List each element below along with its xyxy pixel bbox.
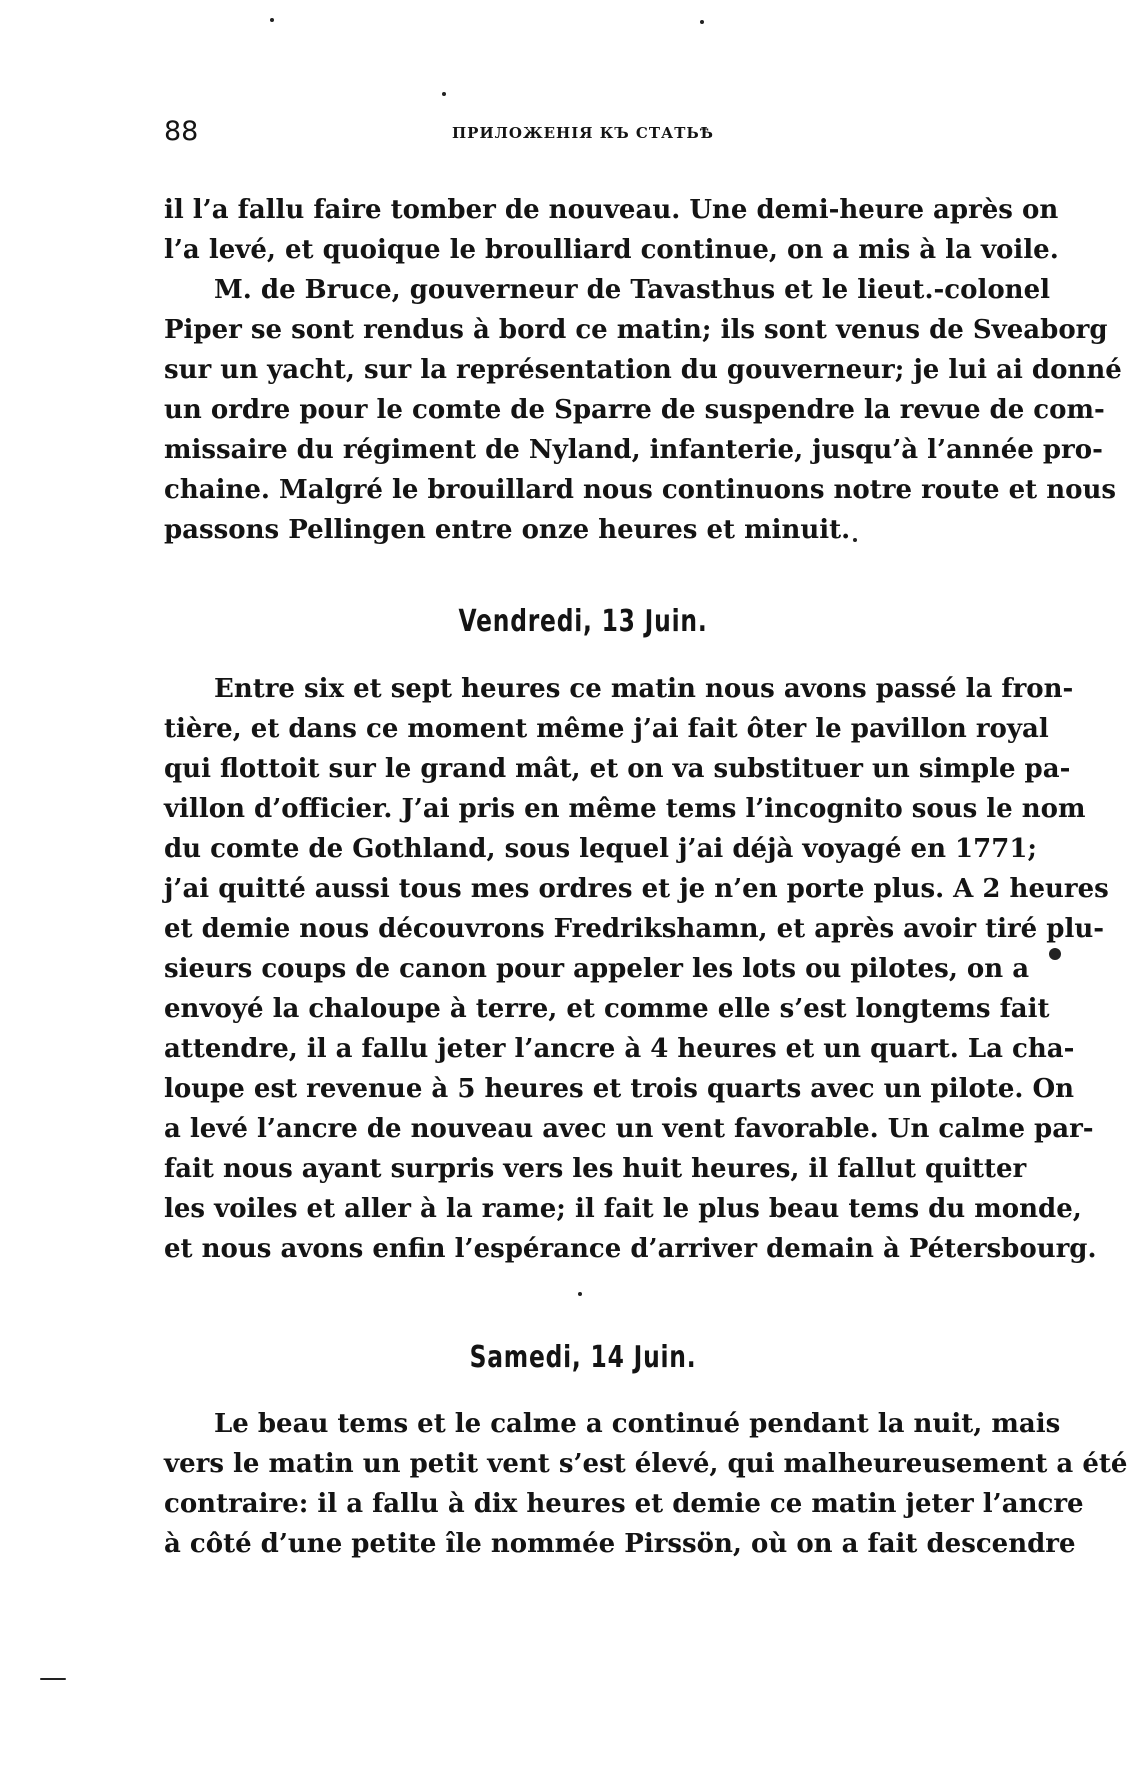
text-line: chaine. Malgré le brouillard nous continuons notre route et nous	[164, 475, 1117, 505]
ink-speck	[1049, 948, 1061, 960]
text-line: a levé l’ancre de nouveau avec un vent favorable. Un calme par-	[164, 1114, 1094, 1144]
text-line: il l’a fallu faire tomber de nouveau. Une demi-heure après on	[164, 195, 1059, 225]
text-line: M. de Bruce, gouverneur de Tavasthus et le lieut.-colonel	[214, 275, 1050, 305]
running-head: ПРИЛОЖЕНІЯ КЪ СТАТЬѢ	[452, 124, 714, 142]
page-header	[164, 116, 1002, 156]
page-number: 88	[164, 116, 199, 147]
text-line: villon d’officier. J’ai pris en même tems l’incognito sous le nom	[164, 794, 1086, 824]
paragraph-friday	[164, 669, 1109, 1269]
ink-speck	[700, 20, 704, 24]
text-line: sieurs coups de canon pour appeler les lots ou pilotes, on a	[164, 954, 1030, 984]
text-line: loupe est revenue à 5 heures et trois quarts avec un pilote. On	[164, 1074, 1075, 1104]
text-line: du comte de Gothland, sous lequel j’ai déjà voyagé en 1771;	[164, 834, 1038, 864]
text-line: les voiles et aller à la rame; il fait le plus beau tems du monde,	[164, 1194, 1082, 1224]
ink-speck	[40, 1678, 66, 1680]
text-line: vers le matin un petit vent s’est élevé, qui malheureusement a été	[164, 1449, 1128, 1479]
ink-speck	[442, 92, 446, 96]
text-line: passons Pellingen entre onze heures et minuit.	[164, 515, 851, 545]
paragraph-continuation	[164, 190, 1122, 550]
text-line: un ordre pour le comte de Sparre de suspendre la revue de com-	[164, 395, 1105, 425]
text-line: à côté d’une petite île nommée Pirssön, où on a fait descendre	[164, 1529, 1076, 1559]
text-line: contraire: il a fallu à dix heures et demie ce matin jeter l’ancre	[164, 1489, 1084, 1519]
text-line: attendre, il a fallu jeter l’ancre à 4 heures et un quart. La cha-	[164, 1034, 1075, 1064]
text-line: j’ai quitté aussi tous mes ordres et je n’en porte plus. A 2 heures	[164, 874, 1109, 904]
ink-speck	[270, 18, 274, 22]
text-line: fait nous ayant surpris vers les huit heures, il fallut quitter	[164, 1154, 1027, 1184]
text-line: Le beau tems et le calme a continué pendant la nuit, mais	[214, 1409, 1061, 1439]
text-line: Entre six et sept heures ce matin nous avons passé la fron-	[214, 674, 1074, 704]
text-line: Piper se sont rendus à bord ce matin; ils sont venus de Sveaborg	[164, 315, 1108, 345]
text-line: l’a levé, et quoique le broulliard continue, on a mis à la voile.	[164, 235, 1059, 265]
ink-speck	[853, 538, 857, 542]
text-line: qui flottoit sur le grand mât, et on va substituer un simple pa-	[164, 754, 1071, 784]
text-line: et demie nous découvrons Fredrikshamn, et après avoir tiré plu-	[164, 914, 1105, 944]
text-line: envoyé la chaloupe à terre, et comme elle s’est longtems fait	[164, 994, 1050, 1024]
text-line: sur un yacht, sur la représentation du gouverneur; je lui ai donné	[164, 355, 1122, 385]
text-line: tière, et dans ce moment même j’ai fait ôter le pavillon royal	[164, 714, 1049, 744]
text-line: et nous avons enfin l’espérance d’arriver demain à Pétersbourg.	[164, 1234, 1097, 1264]
ink-speck	[578, 1292, 582, 1296]
text-line: missaire du régiment de Nyland, infanterie, jusqu’à l’année pro-	[164, 435, 1103, 465]
section-heading-saturday: Samedi, 14 Juin.	[469, 1340, 697, 1375]
section-heading-friday: Vendredi, 13 Juin.	[458, 604, 708, 639]
paragraph-saturday	[164, 1404, 1128, 1564]
